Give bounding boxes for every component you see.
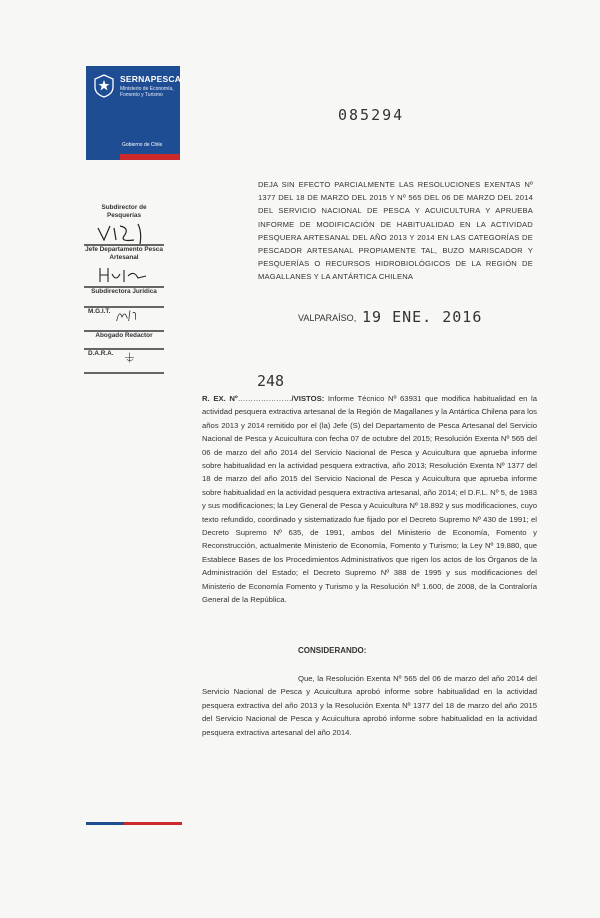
footer-bar-blue bbox=[86, 822, 124, 825]
visa-row bbox=[84, 308, 164, 332]
visa-label: D.A.R.A. bbox=[88, 350, 114, 357]
visa-row bbox=[84, 204, 164, 246]
resolution-prefix: R. EX. Nº bbox=[202, 394, 238, 403]
visa-signature-box bbox=[84, 358, 164, 373]
resolution-dots: ………………… bbox=[237, 394, 292, 403]
logo-bar-red bbox=[120, 154, 180, 160]
visa-signature-box bbox=[84, 220, 164, 245]
signature-icon bbox=[114, 302, 154, 328]
visa-label: Jefe Departamento Pesca Artesanal bbox=[85, 246, 163, 261]
logo-ministry: Ministerio de Economía, Fomento y Turismo bbox=[120, 86, 174, 98]
signature-icon bbox=[122, 344, 152, 370]
signature-icon bbox=[94, 222, 154, 244]
vistos-body: Informe Técnico Nº 63931 que modifica habitualidad en la actividad pesquera extractiva artesanal de la Región de Magallanes y la Antártica Chilena para los años 2013 y 2014 remitido por el (la) Jefe (S) del Departamento de Pesca Artesanal del Servicio Nacional de Pesca y Acuicultura con fecha 07 de octubre del 2015; Resolución Exenta Nº 565 del 06 de marzo del año 2014 del Servicio Nacional de Pesca y Acuicultura que aprueba informe sobre habitualidad en la actividad pesquera extractiva, año 2013; Resolución Exenta Nº 1377 del 18 de marzo del año 2015 del Servicio Nacional de Pesca y Acuicultura que aprueba informe sobre habitualidad en la actividad pesquera extractiva artesanal, año 2014; el D.F.L. Nº 5, de 1983 y sus modificaciones; la Ley General de Pesca y Acuicultura Nº 18.892 y sus modificaciones, cuyo texto refundido, coordinado y sistematizado fue fijado por el Decreto Supremo Nº 430 de 1991; el Decreto Supremo Nº 635, de 1991, ambos del Ministerio de Economía, Fomento y Reconstrucción, actualmente Ministerio de Economía, Fomento y Turismo; la Ley Nº 19.880, que Establece Bases de los Procedimientos Administrativos que rigen los actos de los Órganos de la Administración del Estado; el Decreto Supremo Nº 388 de 1995 y sus modificaciones del Ministerio de Economía Fomento y Turismo y la Resolución Nº 1.600, de 2008, de la Contraloría General de la República. bbox=[202, 394, 537, 605]
date-stamp: 19 ENE. 2016 bbox=[362, 308, 483, 326]
vistos-section bbox=[202, 392, 537, 607]
visa-label: Subdirectora Jurídica bbox=[91, 288, 157, 295]
considerando-section bbox=[202, 672, 537, 739]
signature-icon bbox=[94, 264, 154, 286]
vistos-label: /VISTOS: bbox=[291, 394, 325, 403]
logo-bar-blue bbox=[86, 154, 120, 160]
resolution-title: DEJA SIN EFECTO PARCIALMENTE LAS RESOLUCIONES EXENTAS Nº 1377 DEL 18 DE MARZO DEL 2015 Y Nº 565 DEL 06 DE MARZO DEL 2014 DEL SERVICIO NACIONAL DE PESCA Y ACUICULTURA Y APRUEBA INFORME DE MODIFICACIÓN DE HABITUALIDAD EN LA ACTIVIDAD PESQUERA ARTESANAL DEL AÑO 2013 Y 2014 EN LAS CATEGORÍAS DE PESCADOR ARTESANAL PROPIAMENTE TAL, BUZO MARISCADOR Y PESQUERÍAS O RECURSOS HIDROBIOLÓGICOS DE LA REGIÓN DE MAGALLANES Y LA ANTÁRTICA CHILENA bbox=[258, 180, 533, 282]
visa-label: Subdirector de Pesquerías bbox=[101, 204, 147, 219]
date-city: VALPARAÍSO, bbox=[298, 313, 357, 323]
logo-government: Gobierno de Chile bbox=[122, 142, 163, 148]
considerando-heading: CONSIDERANDO: bbox=[298, 646, 367, 655]
coat-of-arms-icon bbox=[90, 72, 118, 100]
folio-number: 085294 bbox=[338, 106, 405, 124]
visa-label: M.G.I.T. bbox=[88, 308, 111, 315]
footer-bar-red bbox=[124, 822, 182, 825]
visa-signature-box bbox=[84, 316, 164, 331]
resolution-number: 248 bbox=[257, 372, 285, 390]
logo-brand: SERNAPESCA bbox=[120, 74, 182, 84]
visa-signature-box bbox=[84, 262, 164, 287]
visa-label: Abogado Redactor bbox=[95, 332, 153, 339]
sernapesca-logo bbox=[86, 66, 180, 164]
visa-row bbox=[84, 246, 164, 288]
visa-table bbox=[84, 204, 164, 374]
considerando-body: Que, la Resolución Exenta Nº 565 del 06 de marzo del año 2014 del Servicio Nacional de Pesca y Acuicultura aprobó informe sobre habitualidad en la actividad pesquera extractiva del año 2013 y la Resolución Exenta Nº 1377 del 18 de marzo del año 2015 del Servicio Nacional de Pesca y Acuicultura aprobó informe sobre habitualidad en la actividad pesquera extractiva artesanal del año 2014. bbox=[202, 674, 537, 737]
visa-row bbox=[84, 350, 164, 374]
